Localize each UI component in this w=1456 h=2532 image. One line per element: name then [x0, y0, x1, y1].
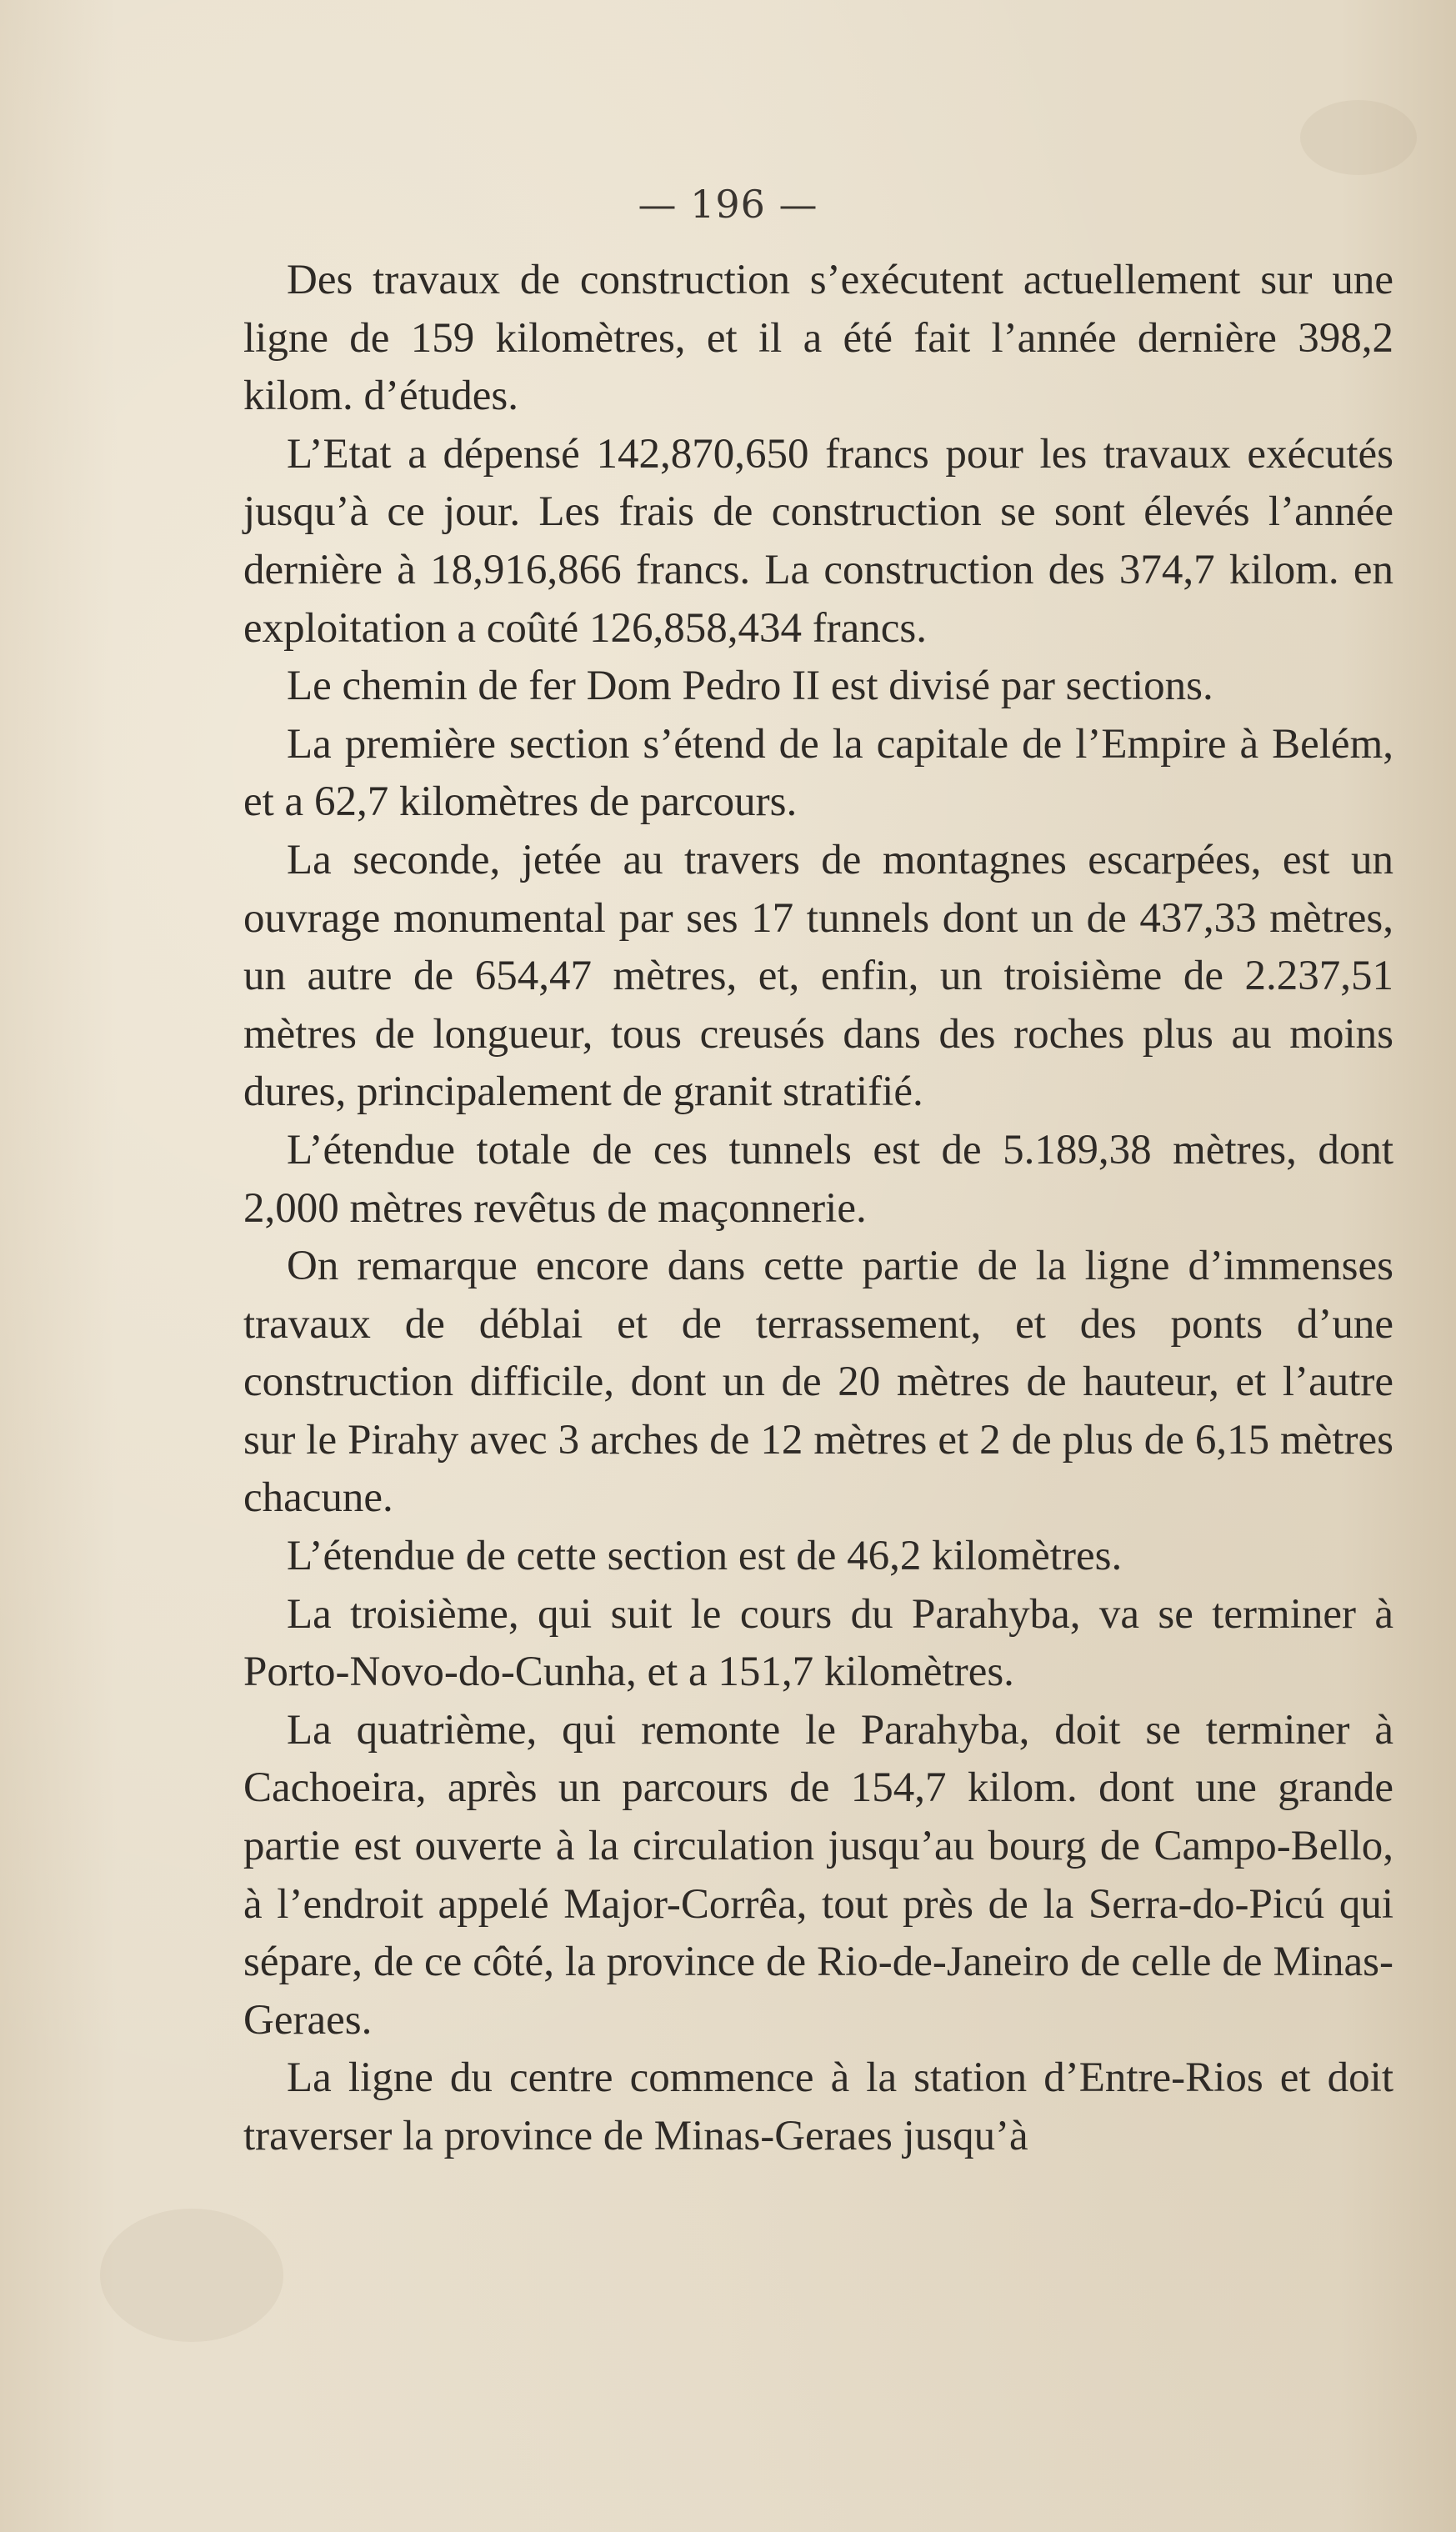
- paragraph: Des travaux de construction s’exécutent actuellement sur une ligne de 159 kilomètres, et il a été fait l’année dernière 398,2 kilom. d’études.: [243, 257, 1393, 420]
- paragraph: L’étendue totale de ces tunnels est de 5.189,38 mètres, dont 2,000 mètres revêtus de maçonnerie.: [243, 1126, 1393, 1232]
- paragraph: La troisième, qui suit le cours du Parahyba, va se terminer à Porto-Novo-do-Cunha, et a 151,7 kilomètres.: [243, 1590, 1393, 1696]
- paragraph: La première section s’étend de la capitale de l’Empire à Belém, et a 62,7 kilomètres de parcours.: [243, 720, 1393, 826]
- paragraph: L’étendue de cette section est de 46,2 kilomètres.: [287, 1533, 1123, 1580]
- paragraph: La quatrième, qui remonte le Parahyba, doit se terminer à Cachoeira, après un parcours de 154,7 kilom. dont une grande partie est ouverte à la circulation jusqu’au bourg de Campo-Bello, à l’endroit appelé Major-Corrêa, tout près de la Serra-do-Picú qui sépare, de ce côté, la province de Rio-de-Janeiro de celle de Minas-Geraes.: [243, 1706, 1393, 2044]
- page-number: — 196 —: [638, 182, 818, 227]
- paragraph: L’Etat a dépensé 142,870,650 francs pour les travaux exécutés jusqu’à ce jour. Les frais de construction se sont élevés l’année dernière à 18,916,866 francs. La construction des 374,7 kilom. en exploitation a coûté 126,858,434 francs.: [243, 430, 1393, 652]
- paragraph: Le chemin de fer Dom Pedro II est divisé par sections.: [287, 663, 1213, 710]
- body-text: [243, 252, 1393, 2166]
- paper-stain: [100, 2209, 283, 2342]
- paper-stain: [1300, 100, 1417, 175]
- paragraph: La seconde, jetée au travers de montagnes escarpées, est un ouvrage monumental par ses 17 tunnels dont un de 437,33 mètres, un autre de 654,47 mètres, et, enfin, un troisième de 2.237,51 mètres de longueur, tous creusés dans des roches plus au moins dures, principalement de granit stratifié.: [243, 836, 1393, 1116]
- paragraph: On remarque encore dans cette partie de la ligne d’immenses travaux de déblai et de terrassement, et des ponts d’une construction difficile, dont un de 20 mètres de hauteur, et l’autre sur le Pirahy avec 3 arches de 12 mètres et 2 de plus de 6,15 mètres chacune.: [243, 1243, 1393, 1522]
- paragraph: La ligne du centre commence à la station d’Entre-Rios et doit traverser la province de Minas-Geraes jusqu’à: [243, 2054, 1393, 2159]
